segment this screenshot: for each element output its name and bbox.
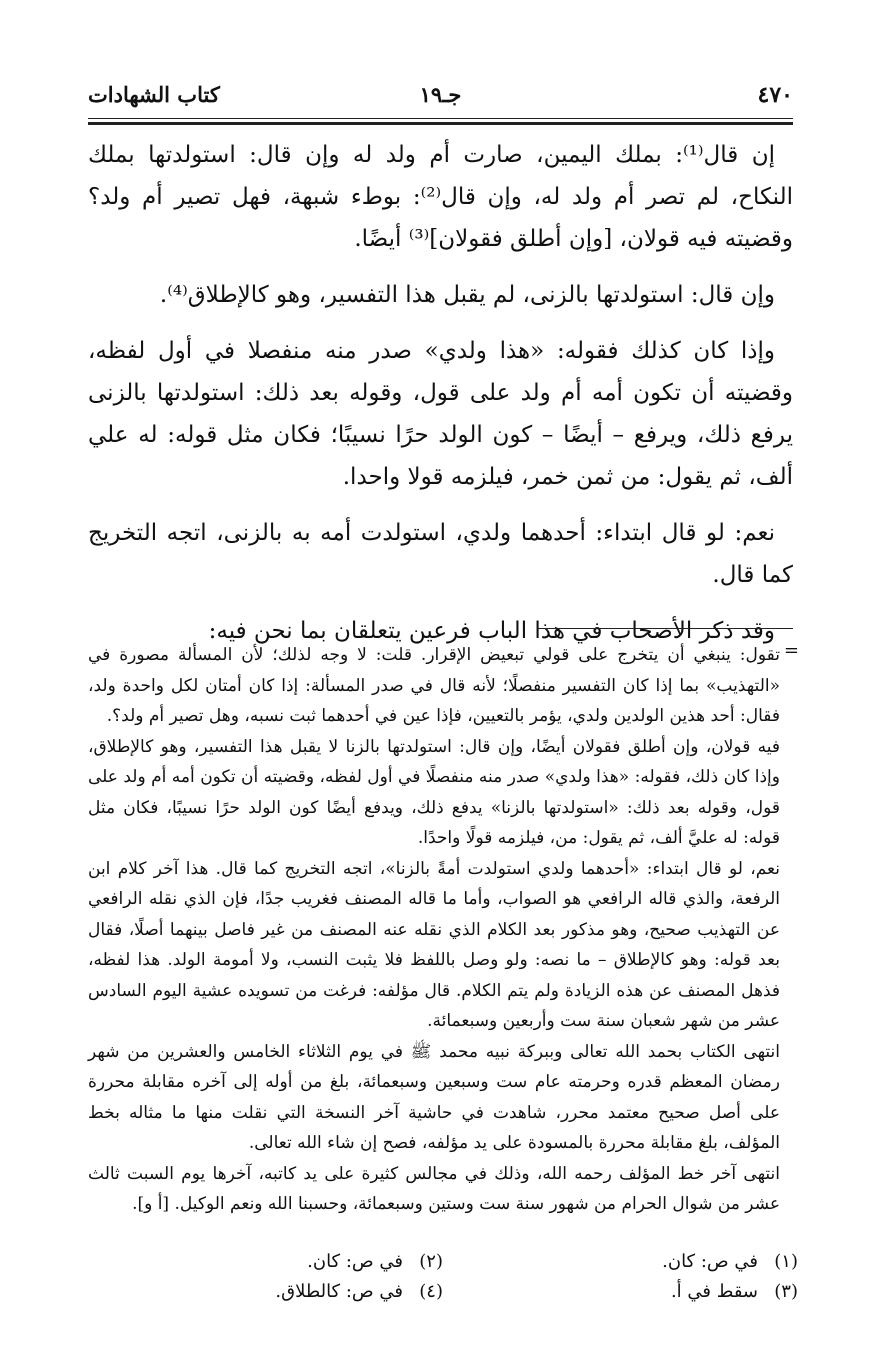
book-title: كتاب الشهادات bbox=[88, 82, 220, 107]
footnote-paragraph: فيه قولان، وإن أطلق فقولان أيضًا، وإن قال: استولدتها بالزنا لا يقبل هذا التفسير، وهو كالإطلاق، وإذا كان ذلك، فقوله: «هذا ولدي» صدر منه منفصلًا في أول لفظه، وقضيته أن تكون أمه أم ولد على قول، وقوله بعد ذلك: «استولدتها بالزنا» يدفع ذلك، ويدفع أيضًا كون الولد حرًا نسيبًا، فكان مثل قوله: له عليَّ ألف، ثم يقول: من، فيلزمه قولًا واحدًا. bbox=[88, 736, 780, 848]
footnote-paragraph: انتهى آخر خط المؤلف رحمه الله، وذلك في مجالس كثيرة على يد كاتبه، آخرها يوم السبت ثالث عشر من شوال الحرام من شهور سنة ست وستين وسبعمائة، وحسبنا الله ونعم الوكيل. [أ و]. bbox=[88, 1163, 780, 1214]
note bbox=[88, 1277, 443, 1307]
page-header bbox=[88, 82, 793, 116]
paragraph: وقد ذكر الأصحاب في هذا الباب فرعين يتعلقان بما نحن فيه: bbox=[208, 618, 775, 644]
note-text: في ص: كان. bbox=[307, 1251, 403, 1272]
paragraph: وإن قال: استولدتها بالزنى، لم يقبل هذا التفسير، وهو كالإطلاق⁽⁴⁾. bbox=[159, 282, 775, 308]
note bbox=[443, 1277, 798, 1307]
note-text: في ص: كالطلاق. bbox=[275, 1281, 403, 1302]
main-text bbox=[88, 134, 793, 666]
paragraph: وإذا كان كذلك فقوله: «هذا ولدي» صدر منه منفصلا في أول لفظه، وقضيته أن تكون أمه أم ولد على قول، وقوله بعد ذلك: استولدتها بالزنى يرفع ذلك، ويرفع – أيضًا – كون الولد حرًا نسيبًا؛ فكان مثل قوله: له علي ألف، ثم يقول: من ثمن خمر، فيلزمه قولا واحدا. bbox=[88, 338, 793, 490]
header-rule-thick bbox=[88, 122, 793, 125]
note-number: (٤) bbox=[419, 1281, 443, 1302]
note bbox=[443, 1247, 798, 1277]
note bbox=[88, 1247, 443, 1277]
footnote-paragraph: نعم، لو قال ابتداء: «أحدهما ولدي استولدت أمةً بالزنا»، اتجه التخريج كما قال. هذا آخر كلام ابن الرفعة، والذي قاله الرافعي هو الصواب، وأما ما قاله المصنف فغريب جدًا، فإن الذي نقله الرافعي عن التهذيب صحيح، وهو مذكور بعد الكلام الذي نقله عنه المصنف من غير فاصل بينهما أصلًا، فقال بعد قوله: وهو كالإطلاق – ما نصه: ولو وصل باللفظ فلا يثبت النسب، ولا أمومة الولد. هذا لفظه، فذهل المصنف عن هذه الزيادة ولم يتم الكلام. قال مؤلفه: فرغت من تسويده عشية اليوم السادس عشر من شهر شعبان سنة ست وأربعين وسبعمائة. bbox=[88, 858, 780, 1031]
paragraph: نعم: لو قال ابتداء: أحدهما ولدي، استولدت أمه به بالزنى، اتجه التخريج كما قال. bbox=[88, 520, 793, 588]
note-number: (٢) bbox=[419, 1251, 443, 1272]
note-text: في ص: كان. bbox=[662, 1251, 758, 1272]
header-rule-thin bbox=[88, 118, 793, 119]
note-number: (١) bbox=[774, 1251, 798, 1272]
footnote-paragraph: تقول: ينبغي أن يتخرج على قولي تبعيض الإقرار. قلت: لا وجه لذلك؛ لأن المسألة مصورة في «التهذيب» بما إذا كان التفسير منفصلًا؛ لأنه قال في صدر المسألة: إذا كان أمتان لكل واحدة ولد، فقال: أحد هذين الولدين ولدي، يؤمر بالتعيين، فإذا عين في أحدهما ثبت نسبه، وهل تصير أم ولد؟. bbox=[88, 645, 780, 726]
footnotes bbox=[88, 640, 780, 1220]
note-row bbox=[88, 1277, 798, 1307]
note-number: (٣) bbox=[774, 1281, 798, 1302]
note-row bbox=[88, 1247, 798, 1277]
footnote-separator bbox=[538, 628, 793, 629]
paragraph: إن قال⁽¹⁾: بملك اليمين، صارت أم ولد له وإن قال: استولدتها بملك النكاح، لم تصر أم ولد له، وإن قال⁽²⁾: بوطء شبهة، فهل تصير أم ولد؟ وقضيته فيه قولان، [وإن أطلق فقولان]⁽³⁾ أيضًا. bbox=[88, 142, 793, 252]
volume-label: جـ١٩ bbox=[419, 82, 462, 107]
page-number: ٤٧٠ bbox=[757, 82, 793, 108]
footnote-paragraph: انتهى الكتاب بحمد الله تعالى وببركة نبيه محمد ﷺ في يوم الثلاثاء الخامس والعشرين من شهر رمضان المعظم قدره وحرمته عام ست وسبعين وسبعمائة، بلغ من أوله إلى آخره مقابلة محررة على أصل صحيح معتمد محرر، شاهدت في حاشية آخر النسخة التي نقلت منها ما مثاله بخط المؤلف، بلغ مقابلة محررة بالمسودة على يد مؤلفه، فصح إن شاء الله تعالى. bbox=[88, 1041, 780, 1153]
note-text: سقط في أ. bbox=[670, 1281, 758, 1302]
numbered-notes bbox=[88, 1247, 798, 1307]
footnote-continuation-marker: = bbox=[783, 640, 799, 661]
